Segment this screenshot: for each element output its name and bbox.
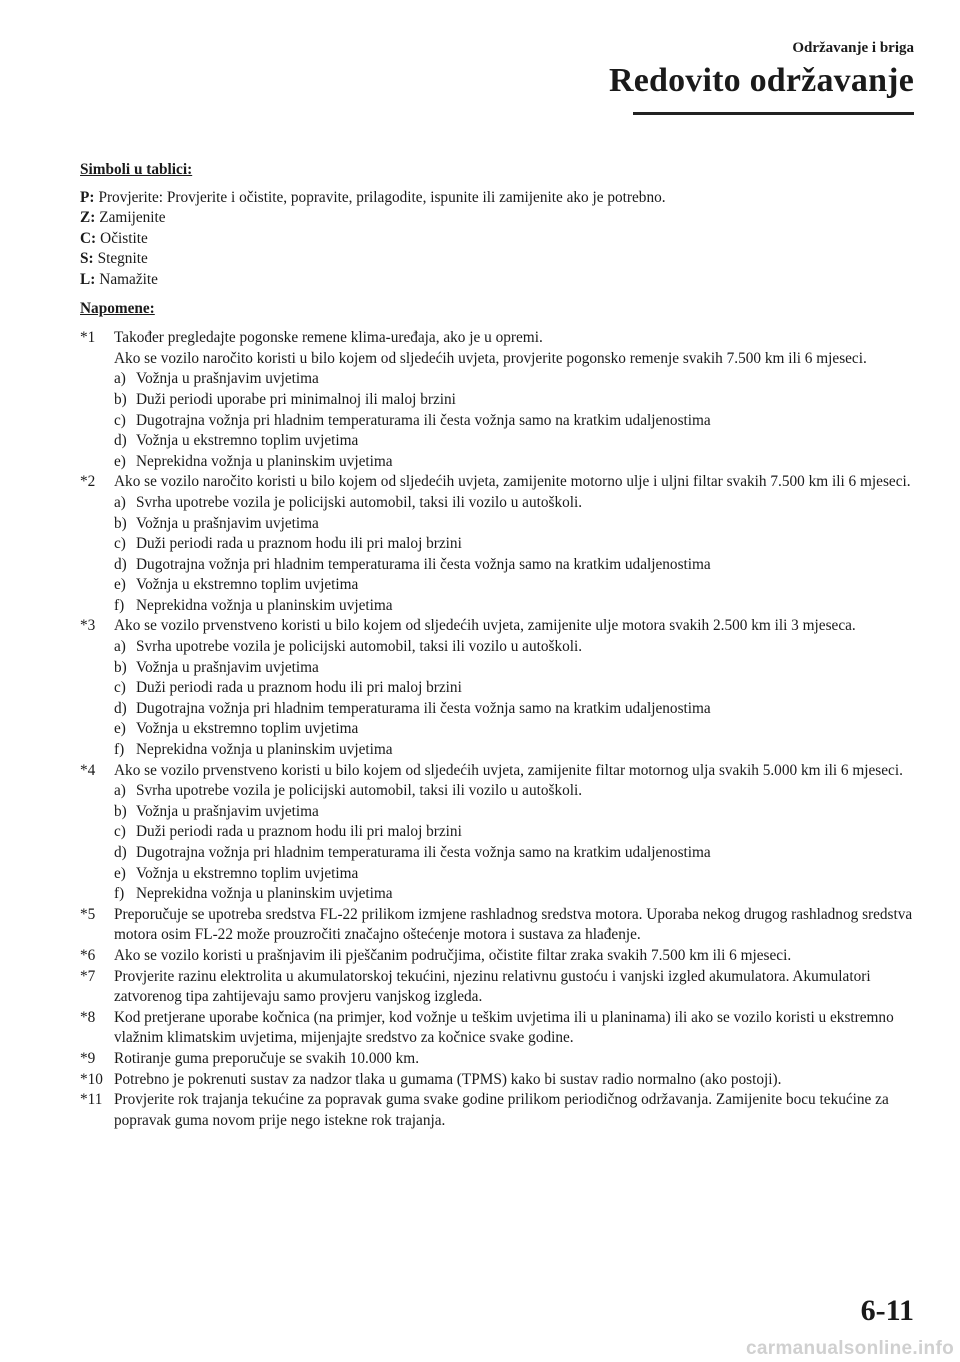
note-number: *6 <box>80 946 96 964</box>
note-sub-item <box>114 658 918 679</box>
note-text: Preporučuje se upotreba sredstva FL-22 prilikom izmjene rashladnog sredstva motora. Uporaba nekog drugog rashladnog sredstva motora osim FL-22 može prouzročiti značajno oštećenje motora i sustava za hlađenje. <box>114 905 913 944</box>
note-row <box>80 1070 918 1091</box>
watermark: carmanualsonline.info <box>746 1338 954 1359</box>
note-number: *5 <box>80 905 96 923</box>
note-number: *7 <box>80 967 96 985</box>
note-text: Provjerite razinu elektrolita u akumulatorskoj tekućini, njezinu relativnu gustoću i vanjski izgled akumulatora. Akumulatori zatvorenog tipa zahtijevaju samo provjeru vanjskog izgleda. <box>114 967 871 1006</box>
sub-item-text: Vožnja u prašnjavim uvjetima <box>136 802 319 820</box>
sub-item-text: Svrha upotrebe vozila je policijski automobil, taksi ili vozilo u autoškoli. <box>136 638 583 656</box>
sub-item-text: Vožnja u ekstremno toplim uvjetima <box>136 432 359 450</box>
note-text: Ako se vozilo koristi u prašnjavim ili pješčanim područjima, očistite filtar zraka svakih 7.500 km ili 6 mjeseci. <box>114 946 792 964</box>
note-sub-item <box>114 678 918 699</box>
sub-item-letter: d) <box>114 432 127 450</box>
note-sub-item <box>114 864 918 885</box>
sub-item-text: Svrha upotrebe vozila je policijski automobil, taksi ili vozilo u autoškoli. <box>136 493 583 511</box>
note-sub-item <box>114 699 918 720</box>
symbol-row <box>80 188 918 209</box>
note-number: *1 <box>80 329 96 347</box>
sub-item-letter: a) <box>114 493 126 511</box>
sub-item-text: Duži periodi rada u praznom hodu ili pri maloj brzini <box>136 535 462 553</box>
sub-item-text: Vožnja u ekstremno toplim uvjetima <box>136 864 359 882</box>
sub-item-text: Neprekidna vožnja u planinskim uvjetima <box>136 885 393 903</box>
header-rule <box>633 112 914 115</box>
symbol-text: Provjerite: Provjerite i očistite, popravite, prilagodite, ispunite ili zamijenite ako je potrebno. <box>98 188 666 206</box>
symbol-row <box>80 249 918 270</box>
sub-item-text: Vožnja u ekstremno toplim uvjetima <box>136 720 359 738</box>
sub-item-text: Svrha upotrebe vozila je policijski automobil, taksi ili vozilo u autoškoli. <box>136 782 583 800</box>
sub-item-text: Vožnja u prašnjavim uvjetima <box>136 514 319 532</box>
sub-item-letter: b) <box>114 390 127 408</box>
note-sub-item <box>114 884 918 905</box>
note-row <box>80 1008 918 1049</box>
sub-item-text: Neprekidna vožnja u planinskim uvjetima <box>136 741 393 759</box>
sub-item-letter: d) <box>114 844 127 861</box>
sub-item-letter: b) <box>114 802 127 820</box>
note-row <box>80 328 918 369</box>
page-title: Redovito održavanje <box>608 62 914 99</box>
sub-item-letter: a) <box>114 638 126 656</box>
note-sub-item <box>114 452 918 473</box>
sub-item-text: Vožnja u ekstremno toplim uvjetima <box>136 576 359 594</box>
symbol-key: L: <box>80 270 96 288</box>
note <box>80 328 918 472</box>
note-sub-item <box>114 596 918 617</box>
sub-item-text: Dugotrajna vožnja pri hladnim temperaturama ili česta vožnja samo na kratkim udaljenostima <box>136 844 711 861</box>
sub-item-letter: f) <box>114 885 125 903</box>
note <box>80 472 918 616</box>
note-sub-item <box>114 719 918 740</box>
symbols-list <box>80 188 918 291</box>
sub-item-text: Vožnja u prašnjavim uvjetima <box>136 658 319 676</box>
sub-item-letter: b) <box>114 658 127 676</box>
sub-item-text: Duži periodi rada u praznom hodu ili pri maloj brzini <box>136 823 462 841</box>
notes-heading: Napomene: <box>80 299 155 317</box>
sub-item-letter: f) <box>114 596 125 614</box>
note-row <box>80 1049 918 1070</box>
note-text: Rotiranje guma preporučuje se svakih 10.000 km. <box>114 1049 420 1067</box>
note <box>80 616 918 760</box>
note <box>80 761 918 905</box>
note-sub-item <box>114 822 918 843</box>
note-sub-item <box>114 431 918 452</box>
note-text: Ako se vozilo naročito koristi u bilo kojem od sljedećih uvjeta, zamijenite motorno ulje i uljni filtar svakih 7.500 km ili 6 mjeseci. <box>114 473 911 491</box>
note-text: Ako se vozilo prvenstveno koristi u bilo kojem od sljedećih uvjeta, zamijenite ulje motora svakih 2.500 km ili 3 mjeseca. <box>114 617 856 635</box>
sub-item-letter: d) <box>114 699 127 717</box>
note-sub-item <box>114 369 918 390</box>
note <box>80 1070 918 1091</box>
sub-item-text: Duži periodi rada u praznom hodu ili pri maloj brzini <box>136 679 462 697</box>
note-number: *3 <box>80 617 96 635</box>
sub-item-letter: c) <box>114 535 126 553</box>
note-text: Ako se vozilo prvenstveno koristi u bilo kojem od sljedećih uvjeta, zamijenite filtar motornog ulja svakih 5.000 km ili 6 mjeseci. <box>114 761 903 779</box>
note-number: *8 <box>80 1008 96 1026</box>
symbols-heading: Simboli u tablici: <box>80 161 193 178</box>
symbol-key: S: <box>80 250 94 268</box>
note-sub-item <box>114 390 918 411</box>
note-sub-item <box>114 534 918 555</box>
sub-item-text: Neprekidna vožnja u planinskim uvjetima <box>136 596 393 614</box>
note-sub-item <box>114 740 918 761</box>
note-text: Kod pretjerane uporabe kočnica (na primjer, kod vožnje u teškim uvjetima ili u planinama) ili ako se vozilo koristi u ekstremno vlažnim klimatskim uvjetima, mijenjajte sredstvo za kočnice svake godine. <box>114 1008 894 1047</box>
note-row <box>80 905 918 946</box>
sub-item-letter: a) <box>114 782 126 800</box>
sub-item-letter: c) <box>114 823 126 841</box>
sub-item-letter: a) <box>114 370 126 388</box>
sub-item-letter: e) <box>114 720 126 738</box>
symbol-text: Očistite <box>100 229 148 247</box>
header-section: Održavanje i briga <box>792 40 914 56</box>
note-row <box>80 761 918 782</box>
symbol-text: Stegnite <box>97 250 148 268</box>
symbol-row <box>80 208 918 229</box>
sub-item-letter: f) <box>114 741 125 759</box>
symbol-key: Z: <box>80 209 96 227</box>
note-sub-item <box>114 637 918 658</box>
note-number: *10 <box>80 1070 103 1088</box>
note <box>80 905 918 946</box>
note-sub-item <box>114 781 918 802</box>
symbol-text: Namažite <box>99 270 158 288</box>
symbol-key: P: <box>80 188 95 206</box>
page-number: 6-11 <box>860 1294 914 1327</box>
note-text: Provjerite rok trajanja tekućine za popravak guma svake godine prilikom periodičnog održavanja. Zamijenite bocu tekućine za popravak guma novom prije nego istekne rok trajanja. <box>114 1091 889 1129</box>
note <box>80 1090 918 1131</box>
note-number: *4 <box>80 761 96 779</box>
note-sub-item <box>114 555 918 576</box>
note <box>80 1049 918 1070</box>
sub-item-letter: e) <box>114 864 126 882</box>
note-sub-item <box>114 514 918 535</box>
sub-item-letter: d) <box>114 555 127 573</box>
note <box>80 967 918 1008</box>
note-row <box>80 472 918 493</box>
note-sub-item <box>114 843 918 864</box>
content <box>80 160 918 1131</box>
note-row <box>80 946 918 967</box>
note-number: *11 <box>80 1091 103 1109</box>
symbol-row <box>80 229 918 250</box>
notes-list <box>80 328 918 1131</box>
note-sub-item <box>114 493 918 514</box>
sub-item-text: Vožnja u prašnjavim uvjetima <box>136 370 319 388</box>
sub-item-text: Dugotrajna vožnja pri hladnim temperaturama ili česta vožnja samo na kratkim udaljenostima <box>136 699 711 717</box>
note-sub-item <box>114 802 918 823</box>
note <box>80 1008 918 1049</box>
note-number: *2 <box>80 473 96 491</box>
symbol-text: Zamijenite <box>99 209 166 227</box>
symbol-key: C: <box>80 229 97 247</box>
note-sub-item <box>114 575 918 596</box>
sub-item-letter: c) <box>114 411 126 429</box>
note-text: Potrebno je pokrenuti sustav za nadzor tlaka u gumama (TPMS) kako bi sustav radio normalno (ako postoji). <box>114 1070 782 1088</box>
note-text: Također pregledajte pogonske remene klima-uređaja, ako je u opremi. Ako se vozilo naročito koristi u bilo kojem od sljedećih uvjeta, provjerite pogonsko remenje svakih 7.500 km ili 6 mjeseci. <box>114 329 867 367</box>
sub-item-text: Duži periodi uporabe pri minimalnoj ili maloj brzini <box>136 390 456 408</box>
sub-item-letter: b) <box>114 514 127 532</box>
symbol-row <box>80 270 918 291</box>
note-row <box>80 616 918 637</box>
sub-item-letter: e) <box>114 576 126 594</box>
sub-item-letter: e) <box>114 452 126 470</box>
sub-item-letter: c) <box>114 679 126 697</box>
note <box>80 946 918 967</box>
note-row <box>80 1090 918 1131</box>
sub-item-text: Dugotrajna vožnja pri hladnim temperaturama ili česta vožnja samo na kratkim udaljenostima <box>136 411 711 429</box>
note-sub-item <box>114 411 918 432</box>
sub-item-text: Neprekidna vožnja u planinskim uvjetima <box>136 452 393 470</box>
note-number: *9 <box>80 1049 96 1067</box>
sub-item-text: Dugotrajna vožnja pri hladnim temperaturama ili česta vožnja samo na kratkim udaljenostima <box>136 555 711 573</box>
note-row <box>80 967 918 1008</box>
